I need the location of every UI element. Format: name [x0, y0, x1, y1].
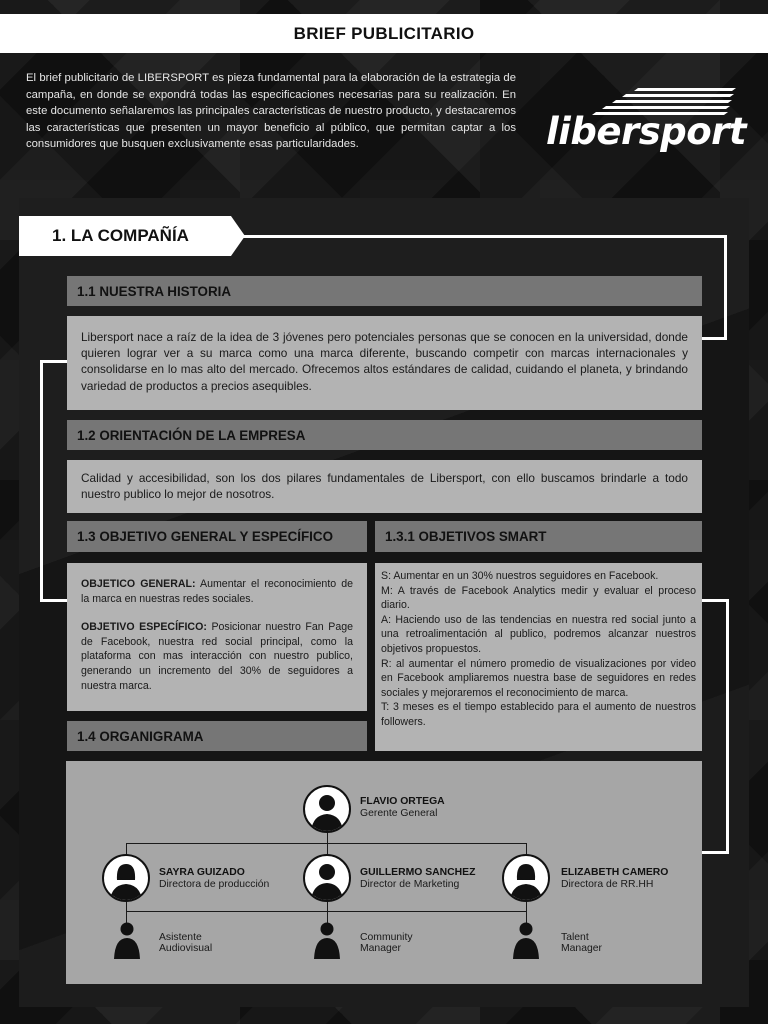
- person-icon: [512, 921, 540, 959]
- org-top-role: Gerente General: [360, 808, 438, 819]
- connector-line: [702, 599, 729, 602]
- orientacion-text: Calidad y accesibilidad, son los dos pilares fundamentales de Libersport, con ello buscamos brindarle a todo nuestro publico lo mejor de nosotros.: [67, 460, 702, 513]
- historia-header: 1.1 NUESTRA HISTORIA: [67, 276, 702, 306]
- org-bottom-role: Manager: [360, 943, 402, 954]
- connector-line: [702, 337, 727, 340]
- smart-header: 1.3.1 OBJETIVOS SMART: [375, 521, 702, 552]
- objetivo-general-text: Aumentar el reconocimiento de la marca en nuestras redes sociales.: [81, 578, 353, 605]
- org-mid-name: ELIZABETH CAMERO: [561, 867, 669, 878]
- org-mid-name: SAYRA GUIZADO: [159, 867, 245, 878]
- objetivo-general: [81, 577, 353, 606]
- org-mid-role: Directora de RR.HH: [561, 879, 654, 890]
- org-mid-role: Directora de producción: [159, 879, 270, 890]
- org-connector: [126, 901, 127, 923]
- organigrama-header: 1.4 ORGANIGRAMA: [67, 721, 367, 751]
- person-icon: [113, 921, 141, 959]
- connector-line: [240, 235, 726, 238]
- objetivo-especifico: [81, 620, 353, 693]
- org-connector: [327, 901, 328, 923]
- intro-paragraph: El brief publicitario de LIBERSPORT es pieza fundamental para la elaboración de la estrategia de campaña, en donde se expondrá todas las especificaciones necesarias para su realización. En este documento señalaremos las principales características de nuestro producto, y destacaremos las características que presenten un mayor beneficio al público, que permitan captar a los consumidores que busquen exclusivamente esas particularidades.: [26, 72, 516, 151]
- smart-line: R: al aumentar el número promedio de visualizaciones por video en Facebook ampliaremos nuestra base de seguidores en redes sociales y mejoraremos el reconocimiento de marca.: [381, 657, 696, 699]
- org-top-name: FLAVIO ORTEGA: [360, 796, 445, 807]
- objetivo-header: 1.3 OBJETIVO GENERAL Y ESPECÍFICO: [67, 521, 367, 552]
- connector-line: [702, 851, 729, 854]
- connector-line: [40, 360, 43, 602]
- connector-line: [724, 235, 727, 339]
- smart-line: S: Aumentar en un 30% nuestros seguidores en Facebook.: [381, 570, 659, 582]
- org-connector: [126, 843, 526, 844]
- smart-line: T: 3 meses es el tiempo establecido para el aumento de nuestros followers.: [381, 701, 696, 728]
- section-tab-arrow: [231, 216, 245, 256]
- org-bottom-role: Audiovisual: [159, 943, 213, 954]
- smart-line: A: Haciendo uso de las tendencias en nuestra red social junto a una retroalimentación al publico, podremos alcanzar nuestros objetivos propuestos.: [381, 613, 696, 655]
- logo-wordmark: libersport: [546, 110, 747, 153]
- libersport-logo: [540, 86, 747, 156]
- person-avatar-icon: [303, 854, 351, 902]
- page-title: BRIEF PUBLICITARIO: [0, 14, 768, 53]
- org-connector: [526, 901, 527, 923]
- smart-box: [375, 563, 702, 751]
- connector-line: [40, 360, 67, 363]
- org-bottom-role: Talent: [561, 932, 589, 943]
- org-bottom-role: Community: [360, 932, 413, 943]
- org-bottom-role: Asistente: [159, 932, 202, 943]
- objetivo-box: [67, 563, 367, 711]
- org-mid-name: GUILLERMO SANCHEZ: [360, 867, 476, 878]
- org-connector: [126, 911, 526, 912]
- objetivo-general-label: OBJETICO GENERAL:: [81, 578, 196, 590]
- female-avatar-icon: [502, 854, 550, 902]
- person-avatar-icon: [303, 785, 351, 833]
- connector-line: [726, 599, 729, 853]
- historia-text: Libersport nace a raíz de la idea de 3 jóvenes pero potenciales personas que se conocen en la universidad, donde quieren lograr ver a su marca como una marca diferente, buscando competir con marcas internacionales y consolidarse en lo mas alto del mercado. Ofrecemos altos estándares de calidad, cuidando el planeta, y brindando variedad de productos a precios asequibles.: [67, 316, 702, 410]
- connector-line: [40, 599, 67, 602]
- orientacion-header: 1.2 ORIENTACIÓN DE LA EMPRESA: [67, 420, 702, 450]
- female-avatar-icon: [102, 854, 150, 902]
- org-mid-role: Director de Marketing: [360, 879, 460, 890]
- org-bottom-role: Manager: [561, 943, 603, 954]
- section-title: 1. LA COMPAÑÍA: [52, 226, 189, 245]
- objetivo-especifico-text: Posicionar nuestro Fan Page de Facebook, nuestra red social principal, como la plataforma con mas interacción con nuestro publico, generando un incremento del 30% de seguidores a nuestra marca.: [81, 621, 353, 692]
- objetivo-especifico-label: OBJETIVO ESPECÍFICO:: [81, 621, 207, 634]
- person-icon: [313, 921, 341, 959]
- smart-line: M: A través de Facebook Analytics medir y evaluar el proceso diario.: [381, 584, 696, 612]
